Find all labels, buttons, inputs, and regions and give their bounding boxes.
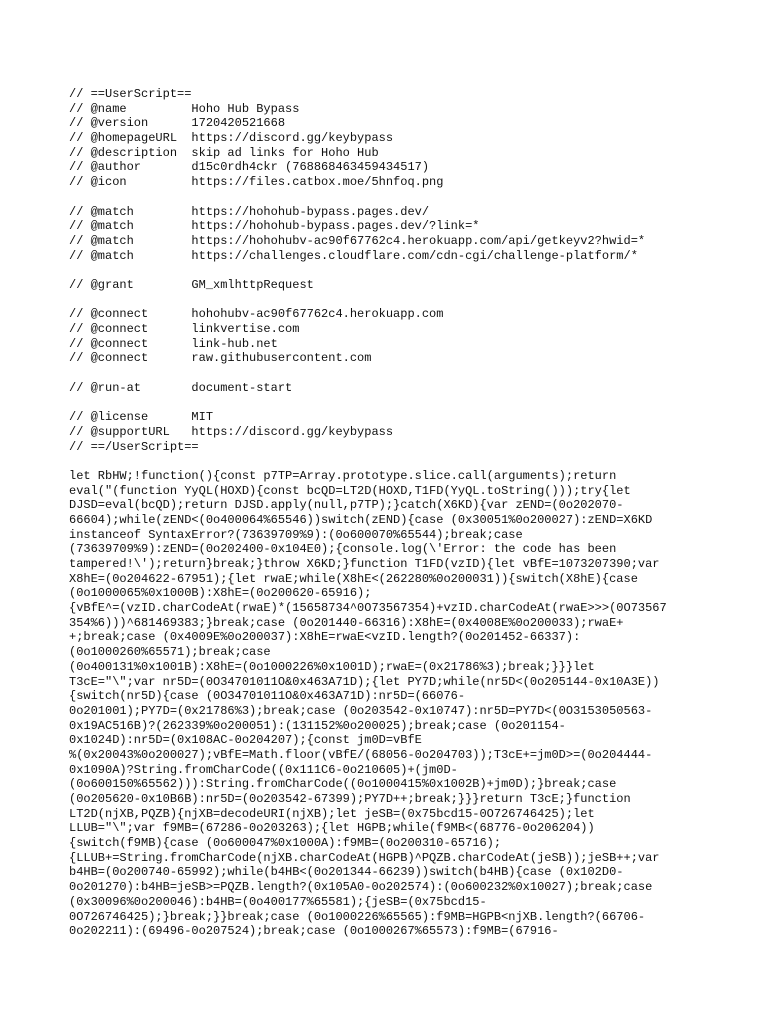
code-line: tampered!\');return}break;}throw X6KD;}function T1FD(vzID){let vBfE=1073207390;var — [69, 557, 660, 571]
header-line: // @homepageURL https://discord.gg/keybypass — [69, 131, 394, 146]
code-line: DJSD=eval(bcQD);return DJSD.apply(null,p7TP);}catch(X6KD){var zEND=(0o202070- — [69, 498, 624, 513]
code-line: {LLUB+=String.fromCharCode(njXB.charCodeAt(HGPB)^PQZB.charCodeAt(jeSB));jeSB++;var — [69, 850, 660, 865]
header-line: // @run-at document-start — [69, 380, 293, 395]
code-line: X8hE=(0o204622-67951);{let rwaE;while(X8hE<(262280%0o200031)){switch(X8hE){case — [69, 571, 638, 586]
header-line: // @name Hoho Hub Bypass — [69, 101, 300, 116]
header-line: // @match https://hohohub-bypass.pages.dev/?link=* — [69, 219, 480, 234]
code-line: (0x30096%0o200046):b4HB=(0o400177%65581);{jeSB=(0x75bcd15- — [69, 894, 487, 909]
code-line: 0x19AC516B)?(262339%0o200051):(131152%0o200025);break;case (0o201154- — [69, 718, 566, 733]
blank-line — [69, 263, 709, 278]
code-line: 0o202211):(69496-0o207524);break;case (0o1000267%65573):f9MB=(67916- — [69, 924, 559, 939]
code-line: eval("(function YyQL(HOXD){const bcQD=LT2D(HOXD,T1FD(YyQL.toString()));try{let — [69, 483, 631, 498]
code-line: LLUB="\";var f9MB=(67286-0o203263);{let HGPB;while(f9MB<(68776-0o206204)) — [69, 821, 595, 836]
header-line: // @connect link-hub.net — [69, 336, 278, 351]
header-line: // @connect hohohubv-ac90f67762c4.herokuapp.com — [69, 307, 444, 322]
blank-line — [69, 366, 709, 381]
code-line: (0o205620-0x10B6B):nr5D=(0o203542-67399);PY7D++;break;}}}return T3cE;}function — [69, 792, 631, 806]
header-line: // @description skip ad links for Hoho Hub — [69, 145, 379, 160]
blank-line — [69, 454, 709, 469]
header-line: // @connect raw.githubusercontent.com — [69, 351, 372, 366]
header-line: // @license MIT — [69, 410, 214, 425]
code-line: (73639709%9):zEND=(0o202400-0x104E0);{console.log(\'Error: the code has been — [69, 542, 617, 557]
code-line: 66604);while(zEND<(0o400064%65546))switch(zEND){case (0x30051%0o200027):zEND=X6KD — [69, 512, 653, 527]
header-line: // @version 1720420521668 — [69, 116, 286, 131]
code-line: 0x1024D):nr5D=(0x108AC-0o204207);{const jm0D=vBfE — [69, 733, 422, 748]
code-line: +;break;case (0x4009E%0o200037):X8hE=rwaE<vzID.length?(0o201452-66337): — [69, 630, 581, 645]
code-line: (0o1000065%0x1000B):X8hE=(0o200620-65916); — [69, 586, 372, 601]
code-line: %(0x20043%0o200027);vBfE=Math.floor(vBfE/(68056-0o204703));T3cE+=jm0D>=(0o204444- — [69, 747, 653, 762]
header-line: // @match https://challenges.cloudflare.com/cdn-cgi/challenge-platform/* — [69, 248, 638, 263]
header-line: // @icon https://files.catbox.moe/5hnfoq.png — [69, 175, 444, 190]
header-line: // ==/UserScript== — [69, 439, 199, 454]
blank-line — [69, 395, 709, 410]
code-line: {vBfE^=(vzID.charCodeAt(rwaE)*(15658734^0O73567354)+vzID.charCodeAt(rwaE>>>(0O73567 — [69, 601, 667, 616]
code-line: {switch(nr5D){case (0O34701011O&0x463A71D):nr5D=(66076- — [69, 689, 466, 704]
header-line: // @match https://hohohub-bypass.pages.dev/ — [69, 204, 430, 219]
header-line: // @grant GM_xmlhttpRequest — [69, 277, 314, 292]
code-line: (0o1000260%65571);break;case — [69, 645, 271, 660]
code-line: (0o400131%0x1001B):X8hE=(0o1000226%0x1001D);rwaE=(0x21786%3);break;}}}let — [69, 659, 595, 674]
code-line: let RbHW;!function(){const p7TP=Array.prototype.slice.call(arguments);return — [69, 468, 617, 483]
code-line: 0o201001);PY7D=(0x21786%3);break;case (0o203542-0x10747):nr5D=PY7D<(0O3153050563- — [69, 703, 653, 718]
code-line: 354%6)))^681469383;}break;case (0o201440-66316):X8hE=(0x4008E%0o200033);rwaE+ — [69, 615, 624, 630]
code-line: (0o600150%65562))):String.fromCharCode((0o1000415%0x1002B)+jm0D);}break;case — [69, 777, 617, 792]
code-line: b4HB=(0o200740-65992);while(b4HB<(0o201344-66239))switch(b4HB){case (0x102D0- — [69, 865, 624, 880]
code-line: 0x1090A)?String.fromCharCode((0x111C6-0o210605)+(jm0D- — [69, 762, 458, 777]
header-line: // @author d15c0rdh4ckr (768868463459434517) — [69, 160, 430, 175]
header-line: // @connect linkvertise.com — [69, 322, 300, 336]
blank-line — [69, 190, 709, 205]
code-line: {switch(f9MB){case (0o600047%0x1000A):f9MB=(0o200310-65716); — [69, 836, 502, 851]
code-line: instanceof SyntaxError?(73639709%9):(0o600070%65544);break;case — [69, 527, 523, 542]
code-line: 0O726746425);}break;}}break;case (0o1000226%65565):f9MB=HGPB<njXB.length?(66706- — [69, 909, 646, 924]
header-line: // @supportURL https://discord.gg/keybypass — [69, 424, 394, 439]
blank-line — [69, 293, 709, 308]
code-line: LT2D(njXB,PQZB){njXB=decodeURI(njXB);let jeSB=(0x75bcd15-0O726746425);let — [69, 806, 595, 821]
header-line: // @match https://hohohubv-ac90f67762c4.herokuapp.com/api/getkeyv2?hwid=* — [69, 233, 646, 248]
header-line: // ==UserScript== — [69, 87, 192, 101]
code-line: T3cE="\";var nr5D=(0O34701011O&0x463A71D);{let PY7D;while(nr5D<(0o205144-0x10A3E)) — [69, 674, 660, 689]
userscript-source-code — [69, 87, 709, 939]
code-line: 0o201270):b4HB=jeSB>=PQZB.length?(0x105A0-0o202574):(0o600232%0x10027);break;case — [69, 880, 653, 895]
